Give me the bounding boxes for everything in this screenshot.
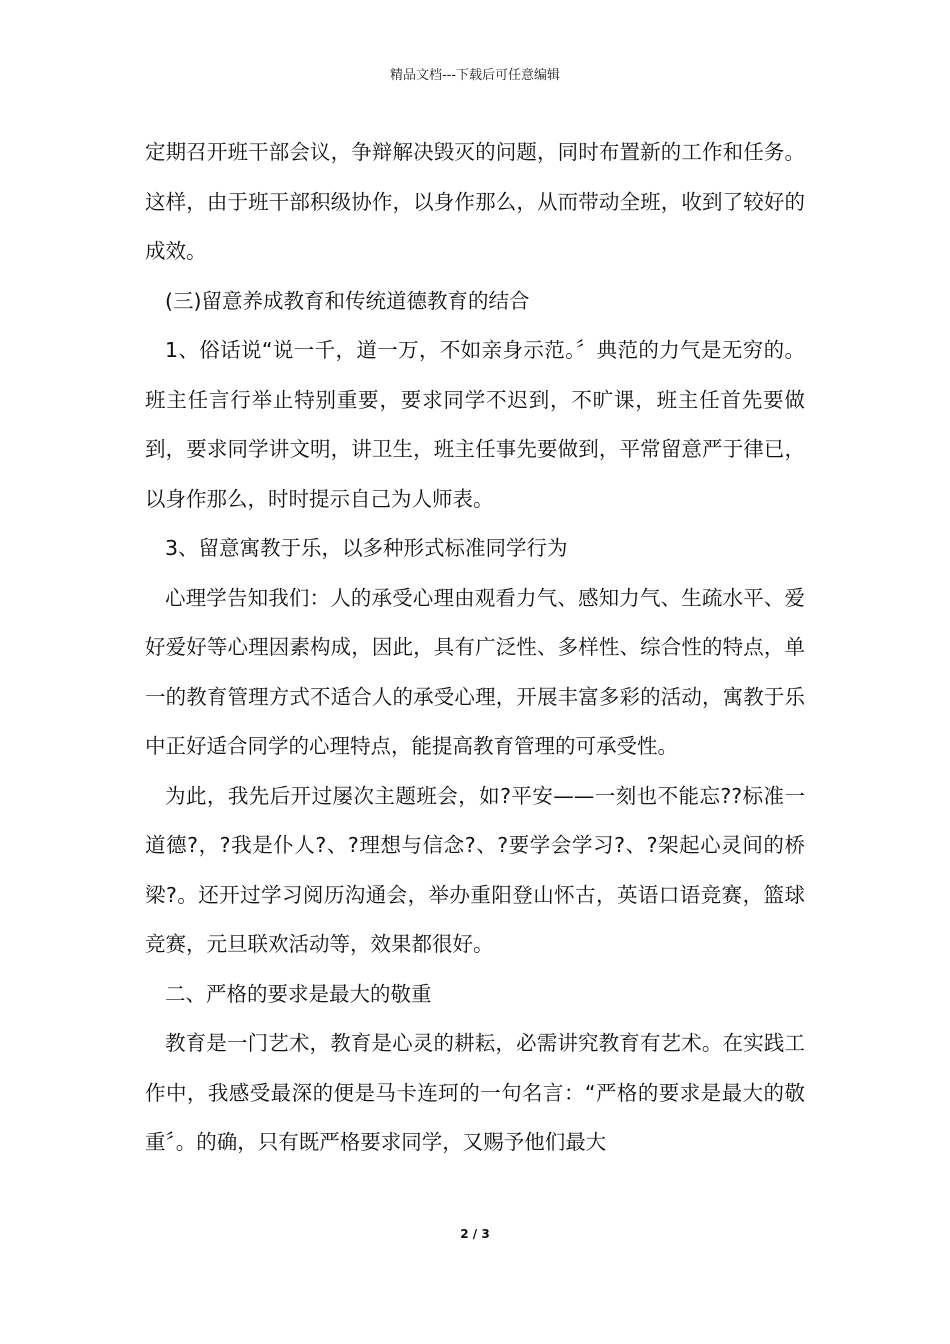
paragraph-item-1: 1、俗话说“说一千，道一万，不如亲身示范。〞典范的力气是无穷的。班主任言行举止特别重要，要求同学不迟到，不旷课，班主任首先要做到，要求同学讲文明，讲卫生，班主任事先要做到，平常留意严于律已，以身作那么，时时提示自己为人师表。 xyxy=(145,338,805,511)
section-heading-three: (三)留意养成教育和传统道德教育的结合 xyxy=(165,288,530,313)
paragraph-item-3-heading: 3、留意寓教于乐，以多种形式标准同学行为 xyxy=(165,536,568,560)
paragraph-education-art: 教育是一门艺术，教育是心灵的耕耘，必需讲究教育有艺术。在实践工作中，我感受最深的便是马卡连珂的一句名言：“严格的要求是最大的敬重〞。的确，只有既严格要求同学，又赐予他们最大 xyxy=(145,1031,805,1154)
section-heading-two: 二、严格的要求是最大的敬重 xyxy=(165,981,432,1006)
page-header: 精品文档---下载后可任意编辑 xyxy=(389,68,561,83)
document-body xyxy=(145,128,805,1168)
paragraph-continuation: 定期召开班干部会议，争辩解决毁灭的问题，同时布置新的工作和任务。这样，由于班干部积级协作，以身作那么，从而带动全班，收到了较好的成效。 xyxy=(145,140,805,263)
page-number: 2 / 3 xyxy=(460,1227,490,1241)
paragraph-psychology: 心理学告知我们：人的承受心理由观看力气、感知力气、生疏水平、爱好爱好等心理因素构成，因此，具有广泛性、多样性、综合性的特点，单一的教育管理方式不适合人的承受心理，开展丰富多彩的活动，寓教于乐中正好适合同学的心理特点，能提高教育管理的可承受性。 xyxy=(145,585,805,758)
paragraph-class-meetings: 为此，我先后开过屡次主题班会，如?平安——一刻也不能忘??标准一道德?，?我是仆人?、?理想与信念?、?要学会学习?、?架起心灵间的桥梁?。还开过学习阅历沟通会，举办重阳登山怀古，英语口语竞赛，篮球竞赛，元旦联欢活动等，效果都很好。 xyxy=(145,783,805,956)
